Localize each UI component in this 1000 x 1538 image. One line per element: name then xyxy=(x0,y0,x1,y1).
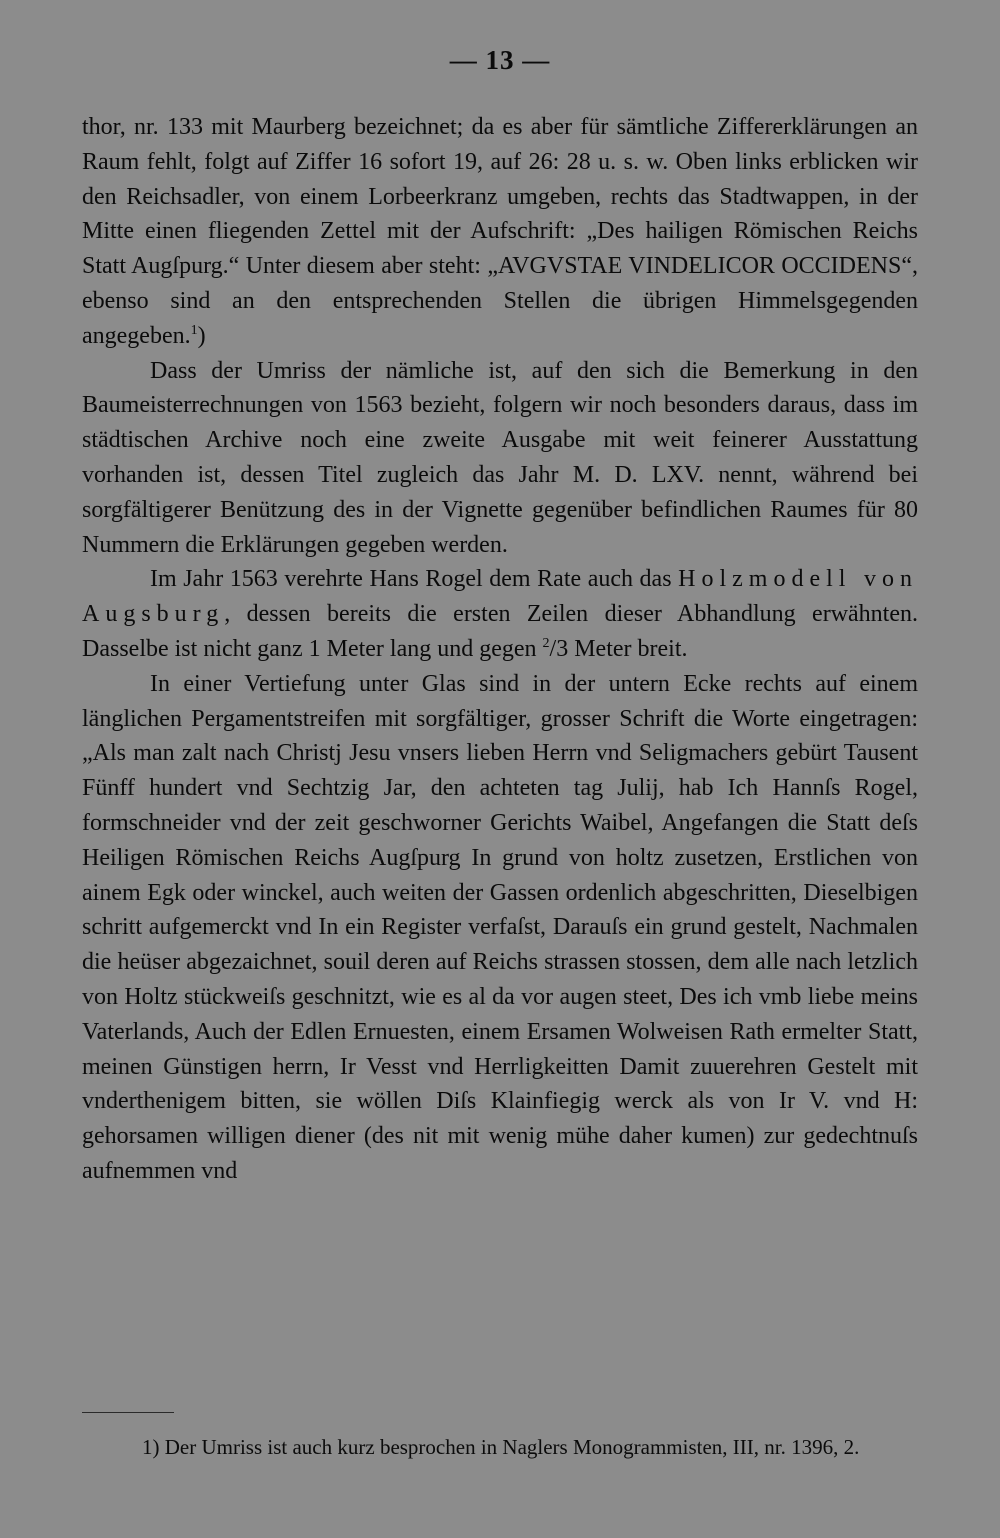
paragraph-4 xyxy=(82,667,918,1189)
paragraph-4-text: In einer Vertiefung unter Glas sind in der untern Ecke rechts auf einem länglichen Pergamentstreifen mit sorgfältiger, grosser Schrift die Worte eingetragen: „Als man zalt nach Christj Jesu vnsers lieben Herrn vnd Seligmachers gebürt Tausent Fünff hundert vnd Sechtzig Jar, den achteten tag Julij, hab Ich Hannſs Rogel, formschneider vnd der zeit geschworner Gerichts Waibel, Angefangen die Statt deſs Heiligen Römischen Reichs Augſpurg In grund von holtz zusetzen, Erstlichen von ainem Egk oder winckel, auch weiten der Gassen ordenlich abgeschritten, Dieselbigen schritt aufgemerckt vnd In ein Register verfaſst, Darauſs ein grund gestelt, Nachmalen die heüser abgezaichnet, souil deren auf Reichs strassen stossen, dem alle nach letzlich von Holtz stückweiſs geschnitzt, wie es al da vor augen steet, Des ich vmb liebe meins Vaterlands, Auch der Edlen Ernuesten, einem Ersamen Wolweisen Rath ermelter Statt, meinen Günstigen herrn, Ir Vesst vnd Herrligkeitten Damit zuuerehren Gestelt mit vnderthenigem bitten, sie wöllen Diſs Klainfiegig werck als von Ir V. vnd H: gehorsamen willigen diener (des nit mit wenig mühe daher kumen) zur gedechtnuſs aufnemmen vnd xyxy=(82,670,918,1184)
paragraph-1 xyxy=(82,110,918,354)
paragraph-3 xyxy=(82,562,918,666)
footnote xyxy=(82,1432,918,1463)
paragraph-2-text: Dass der Umriss der nämliche ist, auf den sich die Bemerkung in den Baumeisterrechnungen von 1563 bezieht, folgern wir noch besonders daraus, dass im städtischen Archive noch eine zweite Ausgabe mit weit feinerer Ausstattung vorhanden ist, dessen Titel zugleich das Jahr M. D. LXV. nennt, während bei sorgfältigerer Benützung des in der Vignette gegenüber befindlichen Raumes für 80 Nummern die Erklärungen gegeben werden. xyxy=(82,357,918,558)
paragraph-3-text-end: /3 Meter breit. xyxy=(549,635,688,662)
footnote-reference: 1 xyxy=(190,322,198,338)
page xyxy=(82,38,918,1189)
fraction-numerator: 2 xyxy=(542,635,550,651)
paragraph-3-text-start: Im Jahr 1563 verehrte Hans Rogel dem Rate auch das xyxy=(150,566,679,593)
footnote-text: 1) Der Umriss ist auch kurz besprochen in Naglers Monogrammisten, III, nr. 1396, 2. xyxy=(142,1435,860,1459)
emphasized-holzmodell: Holzmodell von Augsburg xyxy=(82,566,918,628)
body-text xyxy=(82,110,918,1189)
paragraph-3-text-middle: , dessen bereits die ersten Zeilen dieser Abhandlung erwähnten. Dasselbe ist nicht ganz 1 Meter lang und gegen xyxy=(82,601,918,662)
paragraph-2 xyxy=(82,354,918,563)
page-number: — 13 — xyxy=(449,45,551,75)
footnote-divider xyxy=(82,1412,174,1413)
footnote-reference-paren: ) xyxy=(197,322,206,349)
paragraph-1-text: thor, nr. 133 mit Maurberg bezeichnet; da es aber für sämtliche Ziffererklärungen an Raum fehlt, folgt auf Ziffer 16 sofort 19, auf 26: 28 u. s. w. Oben links erblicken wir den Reichsadler, von einem Lorbeerkranz umgeben, rechts das Stadtwappen, in der Mitte einen fliegenden Zettel mit der Aufschrift: „Des hailigen Römischen Reichs Statt Augſpurg.“ Unter diesem aber steht: „AVGVSTAE VINDELICOR OCCIDENS“, ebenso sind an den entsprechenden Stellen die übrigen Himmelsgegenden angegeben. xyxy=(82,114,918,349)
